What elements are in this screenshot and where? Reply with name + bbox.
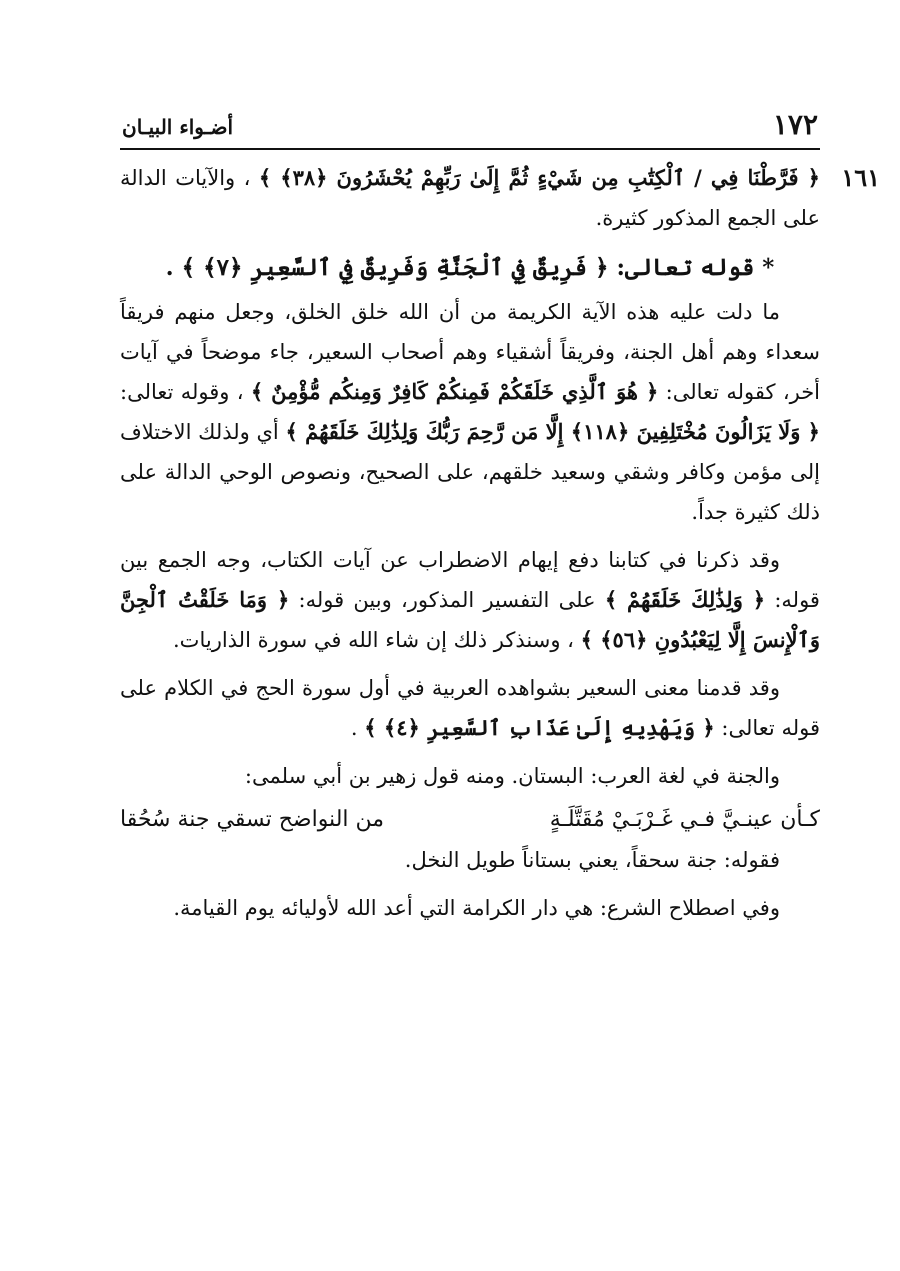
paragraph-5 <box>120 756 820 796</box>
heading-prefix: * قوله تعالى: <box>616 254 775 281</box>
paragraph-text: وفي اصطلاح الشرع: هي دار الكرامة التي أعد الله لأوليائه يوم القيامة. <box>173 896 780 920</box>
margin-page-reference: ١٦١ <box>841 163 880 192</box>
paragraph-text: أي ولذلك الاختلاف إلى مؤمن وكافر وشقي وسعيد خلقهم، على الصحيح، ونصوص الوحي الدالة على ذلك كثيرة جداً. <box>120 420 820 524</box>
paragraph-3 <box>120 540 820 660</box>
page-header <box>120 108 820 150</box>
paragraph-text: . <box>350 716 358 740</box>
paragraph-text: والجنة في لغة العرب: البستان. ومنه قول زهير بن أبي سلمى: <box>244 764 780 788</box>
paragraph-4 <box>120 668 820 748</box>
paragraph-2 <box>120 292 820 532</box>
paragraph-text: على التفسير المذكور، وبين قوله: <box>298 588 596 612</box>
poem-second-hemistich: من النواضح تسقي جنة سُحُقا <box>120 807 385 832</box>
quran-verse: ﴿ وَلِذَٰلِكَ خَلَقَهُمْ ﴾ <box>604 587 766 612</box>
paragraph-1 <box>120 158 820 238</box>
quran-verse: ﴿ هُوَ ٱلَّذِي خَلَقَكُمْ فَمِنكُمْ كَافِرٌ وَمِنكُم مُّؤْمِنٌ ﴾ <box>250 379 659 404</box>
page-number: ١٧٢ <box>772 108 818 141</box>
paragraph-6 <box>120 840 820 880</box>
section-heading <box>120 248 820 288</box>
paragraph-text: ، وقوله تعالى: <box>120 380 244 404</box>
paragraph-text: ، وسنذكر ذلك إن شاء الله في سورة الذاريات. <box>173 628 574 652</box>
running-title: أضـواء البيـان <box>122 115 234 139</box>
paragraph-text: فقوله: جنة سحقاً، يعني بستاناً طويل النخل. <box>404 848 780 872</box>
poem-first-hemistich: كـأن عينـيَّ فـي غَـرْبَـيْ مُقَتَّلَـةٍ <box>549 807 820 832</box>
quran-verse: ﴿ وَمَا خَلَقْتُ ٱلْجِنَّ وَٱلْإِنسَ إِلَّا لِيَعْبُدُونِ ﴿٥٦﴾ ﴾ <box>120 587 820 652</box>
quran-verse: ﴿ فَرَّطْنَا فِي / ٱلْكِتَٰبِ مِن شَيْءٍ ثُمَّ إِلَىٰ رَبِّهِمْ يُحْشَرُونَ ﴿٣٨﴾ ﴾ <box>258 165 820 190</box>
quran-verse: ﴿ فَرِيقٌ فِي ٱلْجَنَّةِ وَفَرِيقٌ فِي ٱلسَّعِيرِ ﴿٧﴾ ﴾ <box>181 254 609 281</box>
paragraph-text: ما دلت عليه هذه الآية الكريمة من أن الله خلق الخلق، وجعل منهم فريقاً سعداء وهم أهل الجنة، وفريقاً أشقياء وهم أصحاب السعير، جاء موضحاً في آيات أخر، كقوله تعالى: <box>120 300 821 404</box>
quran-verse: ﴿ وَلَا يَزَالُونَ مُخْتَلِفِينَ ﴿١١٨﴾ إِلَّا مَن رَّحِمَ رَبُّكَ وَلِذَٰلِكَ خَلَقَهُمْ ﴾ <box>285 419 820 444</box>
paragraph-text: وقد قدمنا معنى السعير بشواهده العربية في أول سورة الحج في الكلام على قوله تعالى: <box>120 676 820 740</box>
paragraph-7 <box>120 888 820 928</box>
page <box>120 108 880 928</box>
paragraph-text: ، والآيات الدالة على الجمع المذكور كثيرة. <box>120 166 820 230</box>
poem-verse <box>120 800 820 840</box>
heading-suffix: . <box>165 254 174 281</box>
quran-verse: ﴿ وَيَهْدِيهِ إِلَىٰ عَذَابِ ٱلسَّعِيرِ ﴿٤﴾ ﴾ <box>364 715 715 740</box>
paragraph-text: وقد ذكرنا في كتابنا دفع إيهام الاضطراب عن آيات الكتاب، وجه الجمع بين قوله: <box>120 548 820 612</box>
page-body <box>120 158 880 928</box>
